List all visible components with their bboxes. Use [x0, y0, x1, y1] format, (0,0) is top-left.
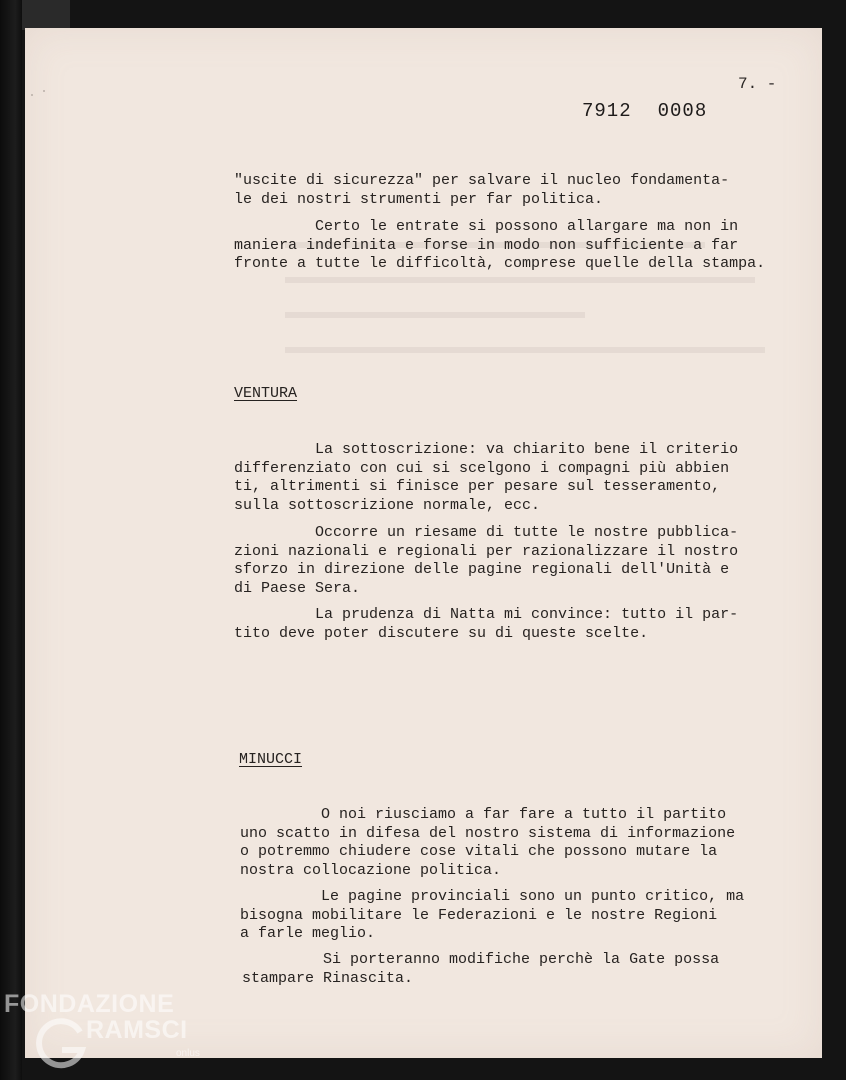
punch-mark: [43, 90, 45, 92]
page-number: 7. -: [738, 75, 777, 93]
watermark-line-3: onlus: [176, 1048, 200, 1059]
watermark-line-2: RAMSCI: [86, 1016, 188, 1044]
section-heading-minucci: MINUCCI: [239, 751, 303, 768]
paragraph: Occorre un riesame di tutte le nostre pubblica- zioni nazionali e regionali per razionalizzare il nostro sforzo in direzione delle pagine regionali dell'Unità e di Paese Sera.: [234, 524, 739, 597]
punch-mark: [31, 94, 33, 96]
scan-edge-top: [22, 0, 70, 30]
paragraph: La prudenza di Natta mi convince: tutto il par- tito deve poter discutere su di queste scelte.: [234, 606, 739, 642]
document-number-part-a: 7912: [582, 100, 632, 122]
paragraph: Certo le entrate si possono allargare ma non in maniera indefinita e forse in modo non sufficiente a far fronte a tutte le difficoltà, comprese quelle della stampa.: [234, 218, 766, 272]
document-number-part-b: 0008: [657, 100, 708, 122]
watermark-line-1: FONDAZIONE: [4, 990, 175, 1018]
paragraph: La sottoscrizione: va chiarito bene il criterio differenziato con cui si scelgono i compagni più abbien ti, altrimenti si finisce per pesare sul tesseramento, sulla sottoscrizione normale, ecc.: [234, 441, 739, 514]
fondazione-gramsci-watermark: [4, 990, 214, 1075]
g-logo-icon: [32, 1014, 90, 1072]
paragraph: Le pagine provinciali sono un punto critico, ma bisogna mobilitare le Federazioni e le nostre Regioni a farle meglio.: [240, 888, 745, 942]
paragraph: O noi riusciamo a far fare a tutto il partito uno scatto in difesa del nostro sistema di informazione o potremmo chiudere cose vitali che possono mutare la nostra collocazione politica.: [240, 806, 736, 879]
paragraph: "uscite di sicurezza" per salvare il nucleo fondamenta- le dei nostri strumenti per far politica.: [234, 172, 730, 208]
scan-edge-left: [0, 0, 22, 1080]
paragraph: Si porteranno modifiche perchè la Gate possa stampare Rinascita.: [242, 951, 720, 987]
document-number: [582, 100, 707, 122]
section-heading-ventura: VENTURA: [234, 385, 298, 402]
